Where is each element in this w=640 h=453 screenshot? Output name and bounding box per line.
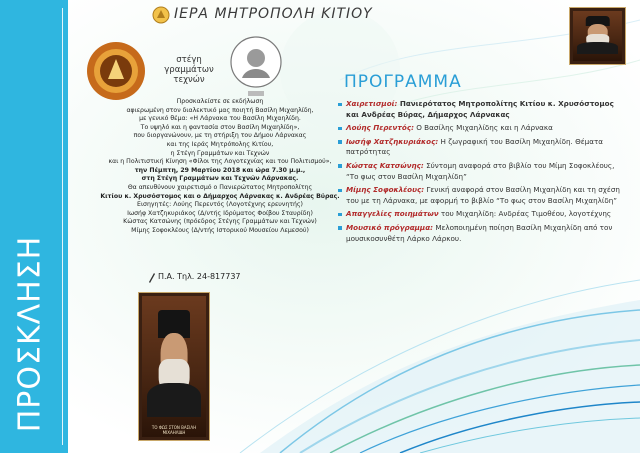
book-cover-small xyxy=(569,7,626,65)
event-date: την Πέμπτη, 29 Μαρτίου 2018 και ώρα 7.30 μ.μ., xyxy=(134,166,306,174)
municipality-seal-logo xyxy=(86,41,146,101)
literature-society-logo xyxy=(230,36,282,98)
stegi-logo: στέγη γραμμάτων τεχνών xyxy=(164,55,214,85)
program-item: Κώστας Κατσώνης: Σύντομη αναφορά στο βιβλίο του Μίμη Σοφοκλέους, “Το φως στον Βασίλη Μιχαηλίδη” xyxy=(338,161,628,182)
side-divider xyxy=(62,8,63,445)
rsvp-pen-icon xyxy=(147,271,156,283)
header-title: ΙΕΡΑ ΜΗΤΡΟΠΟΛΗ ΚΙΤΙΟΥ xyxy=(174,6,373,22)
metropolis-emblem-icon xyxy=(152,6,170,24)
book-cover-large xyxy=(138,292,210,441)
program-item: Λούης Περεντός: Ο Βασίλης Μιχαηλίδης και η Λάρνακα xyxy=(338,123,628,134)
book-caption: ΤΟ ΦΩΣ ΣΤΟΝ ΒΑΣΙΛΗ ΜΙΧΑΗΛΙΔΗ xyxy=(151,425,197,435)
program-title: ΠΡΟΓΡΑΜΜΑ xyxy=(344,72,462,92)
program-item: Χαιρετισμοί: Πανιερότατος Μητροπολίτης Κιτίου κ. Χρυσόστομος και Ανδρέας Βύρας, Δήμαρχος Λάρνακας xyxy=(338,99,628,120)
rsvp-phone: Π.Α. Τηλ. 24-817737 xyxy=(158,272,241,281)
invitation-text: Προσκαλείστε σε εκδήλωση αφιερωμένη στον διαλεκτικό μας ποιητή Βασίλη Μιχαηλίδη, με γενικό θέμα: «Η Λάρνακα του Βασίλη Μιχαηλίδη. Το υψηλό και η φαντασία στον Βασίλη Μιχαηλίδη», που διοργανώνουν, με τη στήριξη του Δήμου Λάρνακας και της Ιεράς Μητρόπολης Κιτίου, η Στέγη Γραμμάτων και Τεχνών και η Πολιτιστική Κίνηση «Φίλοι της Λογοτεχνίας και του Πολιτισμού», την Πέμπτη, 29 Μαρτίου 2018 και ώρα 7.30 μ.μ., στη Στέγη Γραμμάτων και Τεχνών Λάρνακας. Θα απευθύνουν χαιρετισμό ο Πανιερώτατος Μητροπολίτης Κιτίου κ. Χρυσόστομος και ο Δήμαρχος Λάρνακας κ. Ανδρέας Βύρας. Εισηγητές: Λούης Περεντός (Λογοτέχνης ερευνητής) Ιωσήφ Χατζηκυριάκος (Δ/ντής Ιδρύματος Φοίβου Σταυρίδη) Κώστας Κατσώνης (πρόεδρος Στέγης Γραμμάτων και Τεχνών) Μίμης Σοφοκλέους (Δ/ντής Ιστορικού Μουσείου Λεμεσού) xyxy=(70,98,370,236)
program-item: Απαγγελίες ποιημάτων του Μιχαηλίδη: Ανδρέας Τιμοθέου, λογοτέχνης xyxy=(338,209,628,220)
program-item: Μουσικό πρόγραμμα: Μελοποιημένη ποίηση Βασίλη Μιχαηλίδη από τον μουσικοσυνθέτη Λάρκο Λάρκου. xyxy=(338,223,628,244)
program-item: Ιωσήφ Χατζηκυριάκος: Η ζωγραφική του Βασίλη Μιχαηλίδη. Θέματα πατρότητας xyxy=(338,137,628,158)
side-title: ΠΡΟΣΚΛΗΣΗ xyxy=(12,235,48,433)
program-list xyxy=(338,99,628,247)
event-venue: στη Στέγη Γραμμάτων και Τεχνών Λάρνακας. xyxy=(141,175,299,183)
program-item: Μίμης Σοφοκλέους: Γενική αναφορά στον Βασίλη Μιχαηλίδη και τη σχέση του με τη Λάρνακα, με αφορμή το βιβλίο “Το φως στον Βασίλη Μιχαηλίδη” xyxy=(338,185,628,206)
